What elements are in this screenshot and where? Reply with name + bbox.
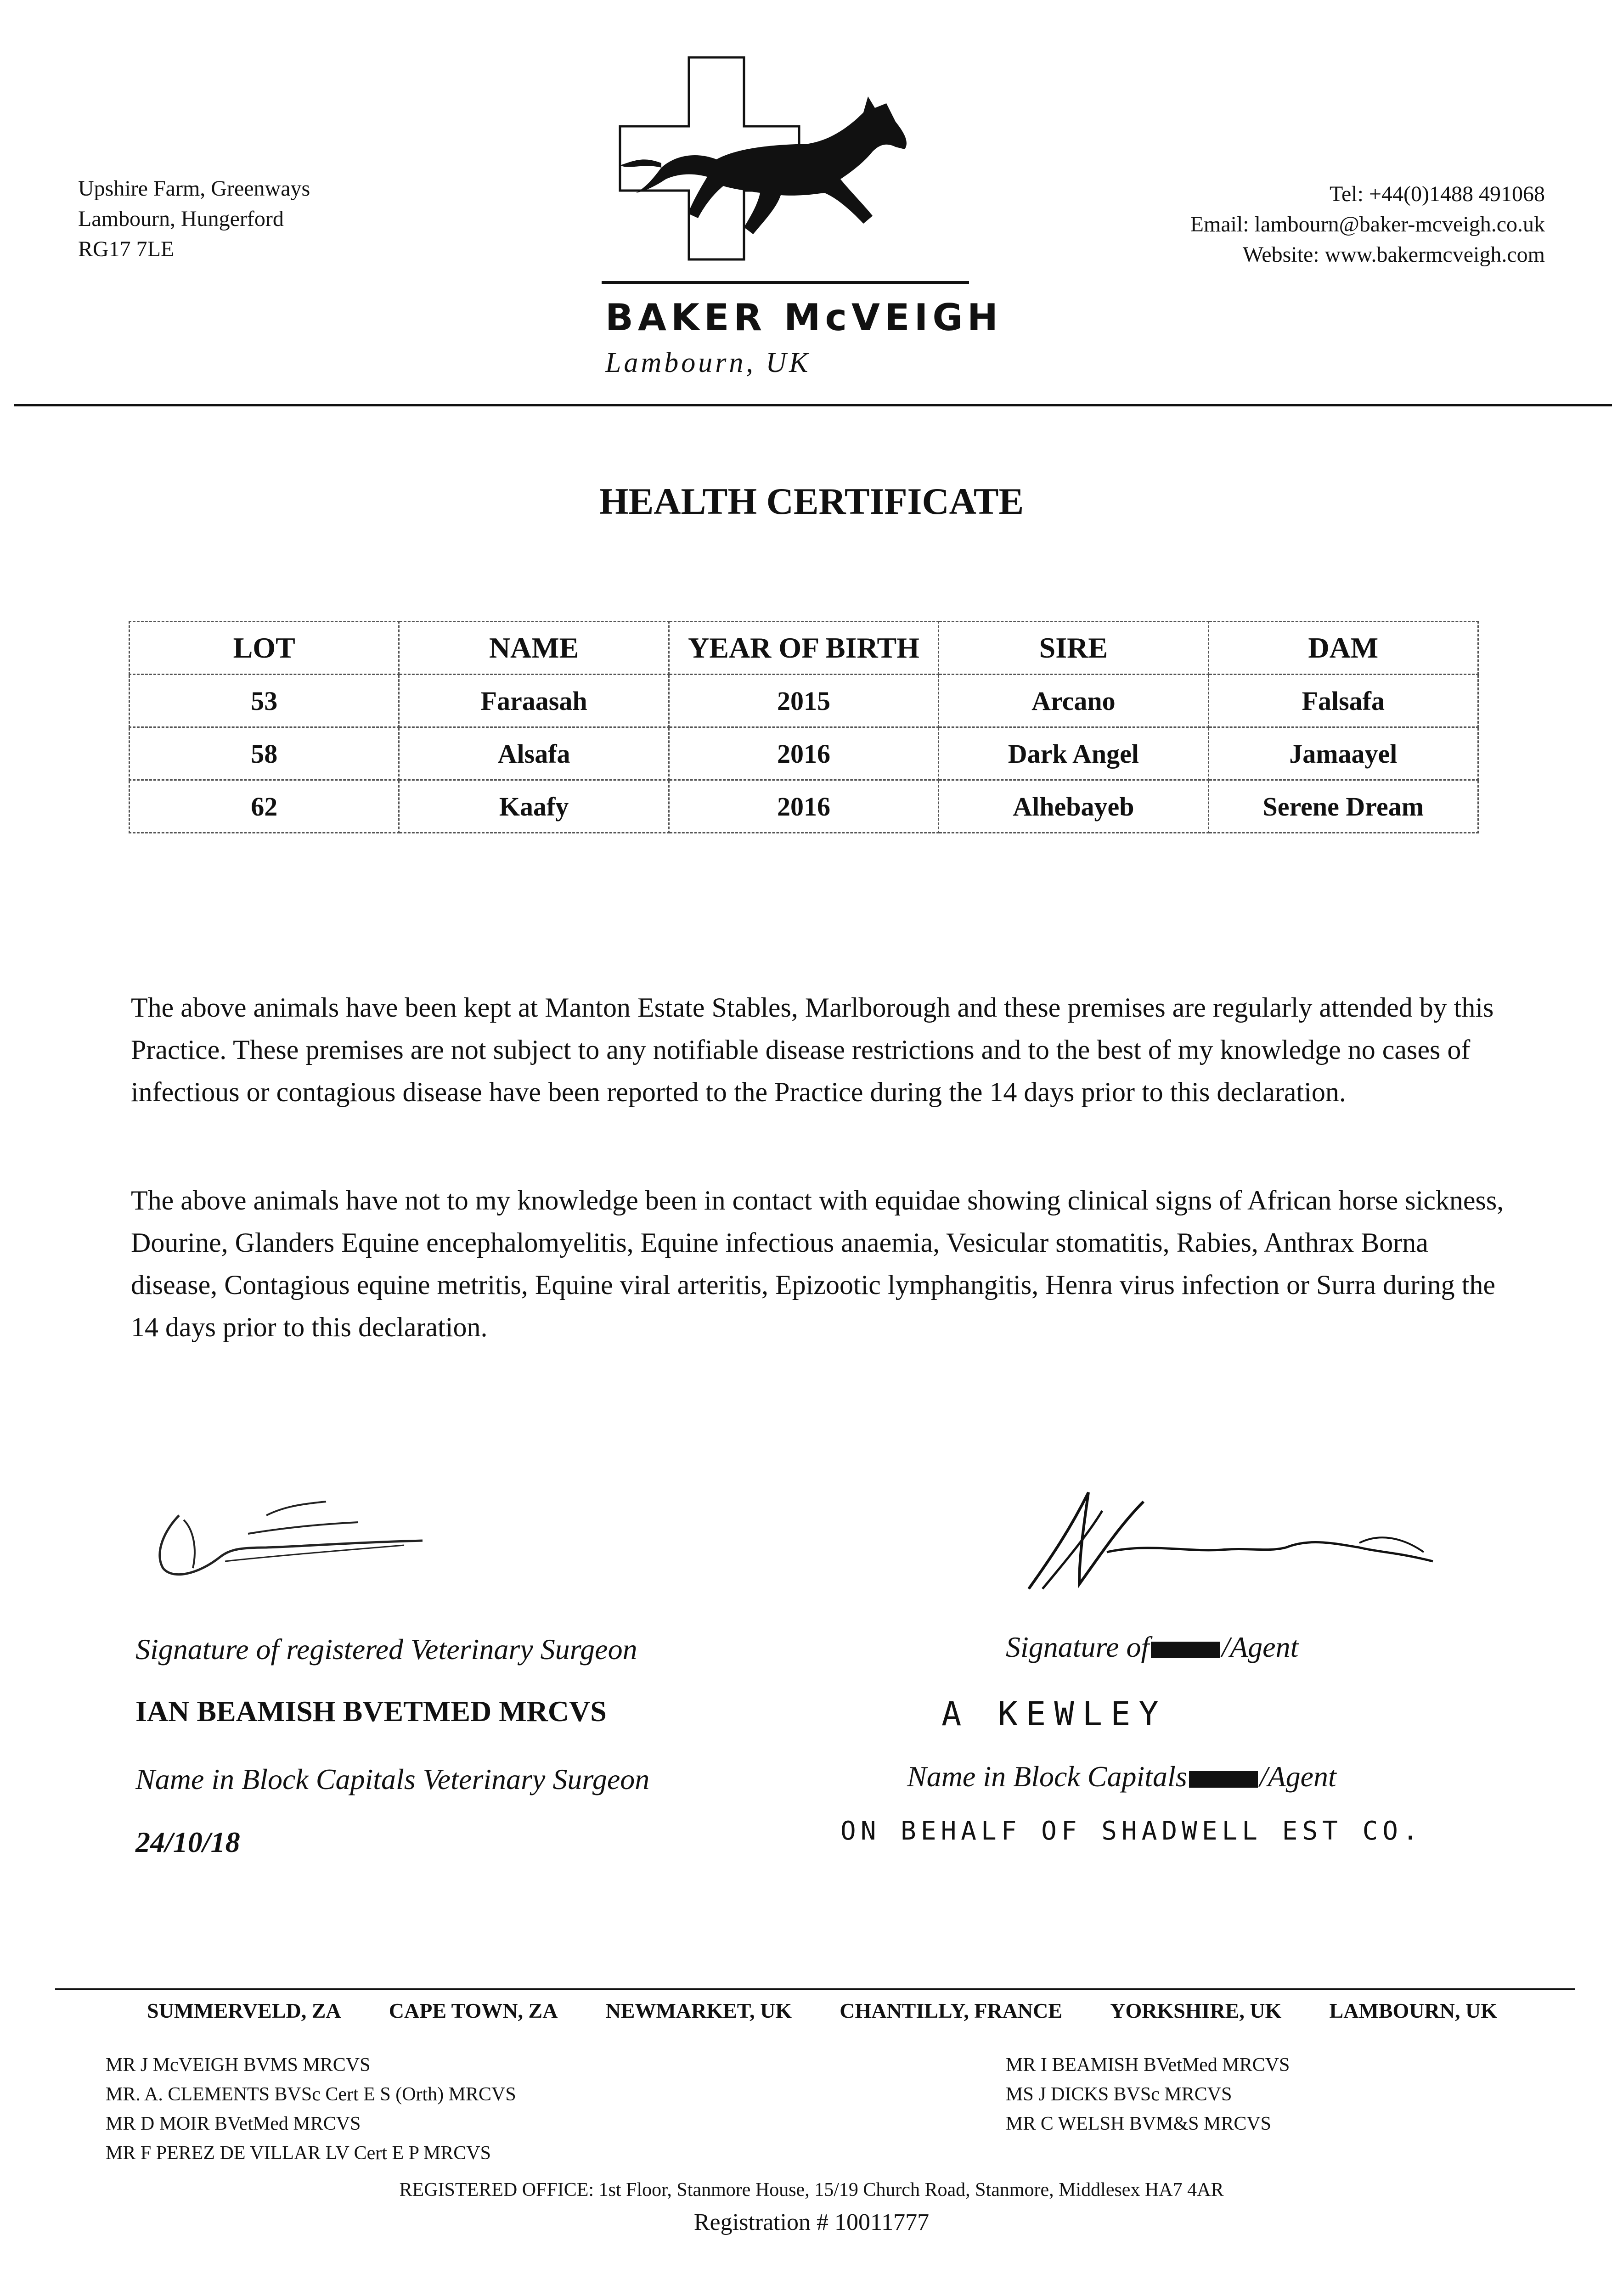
table-row [130, 727, 1478, 780]
agent-signature-label [1006, 1630, 1298, 1664]
table-cell: Faraasah [399, 675, 669, 727]
footer-divider [55, 1988, 1575, 1990]
staff-list-right [1006, 2050, 1290, 2138]
table-cell: 62 [130, 780, 399, 833]
agent-name-label-prefix: Name in Block Capitals [907, 1760, 1187, 1793]
redaction-mark [1151, 1642, 1220, 1658]
office-location: SUMMERVELD, ZA [147, 1999, 341, 2022]
brand-name: BAKER McVEIGH [605, 296, 1003, 339]
email-address: Email: lambourn@baker-mcveigh.co.uk [1190, 212, 1545, 236]
office-location: CHANTILLY, FRANCE [840, 1999, 1063, 2022]
registration-number: Registration # 10011777 [693, 2209, 930, 2235]
practice-contacts [1190, 179, 1545, 270]
table-cell: Alsafa [399, 727, 669, 780]
agent-signature-label-suffix: /Agent [1222, 1631, 1299, 1663]
staff-member: MR. A. CLEMENTS BVSc Cert E S (Orth) MRCVS [106, 2084, 516, 2105]
table-row [130, 780, 1478, 833]
practice-address [78, 174, 310, 264]
agent-on-behalf: ON BEHALF OF SHADWELL EST CO. [840, 1816, 1423, 1846]
table-cell: Falsafa [1208, 675, 1478, 727]
column-header: LOT [130, 622, 399, 675]
staff-member: MR D MOIR BVetMed MRCVS [106, 2113, 361, 2134]
address-line: Upshire Farm, Greenways [78, 176, 310, 201]
agent-signature-icon [1010, 1483, 1460, 1603]
certificate-date: 24/10/18 [135, 1826, 240, 1858]
staff-member: MR F PEREZ DE VILLAR LV Cert E P MRCVS [106, 2143, 491, 2164]
table-header-row [130, 622, 1478, 675]
vet-name-label: Name in Block Capitals Veterinary Surgeon [135, 1763, 650, 1795]
agent-name-label-suffix: /Agent [1259, 1760, 1336, 1793]
redaction-mark [1189, 1771, 1258, 1788]
page-title: HEALTH CERTIFICATE [599, 480, 1024, 522]
table-cell: Kaafy [399, 780, 669, 833]
column-header: NAME [399, 622, 669, 675]
column-header: SIRE [939, 622, 1208, 675]
table-cell: 2015 [669, 675, 938, 727]
table-row [130, 675, 1478, 727]
phone-number: Tel: +44(0)1488 491068 [1330, 182, 1545, 206]
brand-location: Lambourn, UK [605, 347, 811, 378]
vet-name: IAN BEAMISH BVETMED MRCVS [135, 1695, 607, 1728]
table-cell: Dark Angel [939, 727, 1208, 780]
registered-office: REGISTERED OFFICE: 1st Floor, Stanmore House, 15/19 Church Road, Stanmore, Middlesex HA7 4AR [399, 2179, 1224, 2200]
agent-signature-label-prefix: Signature of [1006, 1631, 1150, 1663]
address-line: Lambourn, Hungerford [78, 207, 284, 231]
table-cell: 53 [130, 675, 399, 727]
office-location: YORKSHIRE, UK [1110, 1999, 1282, 2022]
table-cell: Arcano [939, 675, 1208, 727]
staff-member: MR I BEAMISH BVetMed MRCVS [1006, 2054, 1290, 2076]
table-cell: 2016 [669, 727, 938, 780]
vet-signature-label: Signature of registered Veterinary Surgeon [135, 1633, 637, 1666]
office-location: NEWMARKET, UK [605, 1999, 792, 2022]
header-divider [14, 404, 1612, 406]
website: Website: www.bakermcveigh.com [1242, 242, 1545, 267]
table-cell: Serene Dream [1208, 780, 1478, 833]
column-header: YEAR OF BIRTH [669, 622, 938, 675]
table-cell: 58 [130, 727, 399, 780]
agent-name-handwritten: A KEWLEY [941, 1694, 1167, 1733]
staff-list-left [106, 2050, 516, 2168]
staff-member: MS J DICKS BVSc MRCVS [1006, 2084, 1232, 2105]
table-cell: Jamaayel [1208, 727, 1478, 780]
staff-member: MR C WELSH BVM&S MRCVS [1006, 2113, 1272, 2134]
declaration-paragraph: The above animals have been kept at Manton Estate Stables, Marlborough and these premises are regularly attended by this Practice. These premises are not subject to any notifiable disease restrictions and to the best of my knowledge no cases of infectious or contagious disease have been reported to the Practice during the 14 days prior to this declaration. [131, 992, 1494, 1107]
agent-name-label [907, 1760, 1336, 1794]
column-header: DAM [1208, 622, 1478, 675]
baker-mcveigh-logo-icon [592, 53, 969, 292]
vet-signature-icon [147, 1488, 441, 1593]
table-cell: 2016 [669, 780, 938, 833]
office-location: LAMBOURN, UK [1329, 1999, 1497, 2022]
address-line: RG17 7LE [78, 237, 175, 261]
horse-table [129, 621, 1479, 833]
table-cell: Alhebayeb [939, 780, 1208, 833]
staff-member: MR J McVEIGH BVMS MRCVS [106, 2054, 371, 2076]
office-locations [147, 1998, 1497, 2023]
office-location: CAPE TOWN, ZA [389, 1999, 558, 2022]
declaration-paragraph: The above animals have not to my knowledge been in contact with equidae showing clinical signs of African horse sickness, Dourine, Glanders Equine encephalomyelitis, Equine infectious anaemia, Vesicular stomatitis, Rabies, Anthrax Borna disease, Contagious equine metritis, Equine viral arteritis, Epizootic lymphangitis, Henra virus infection or Surra during the 14 days prior to this declaration. [131, 1185, 1504, 1342]
